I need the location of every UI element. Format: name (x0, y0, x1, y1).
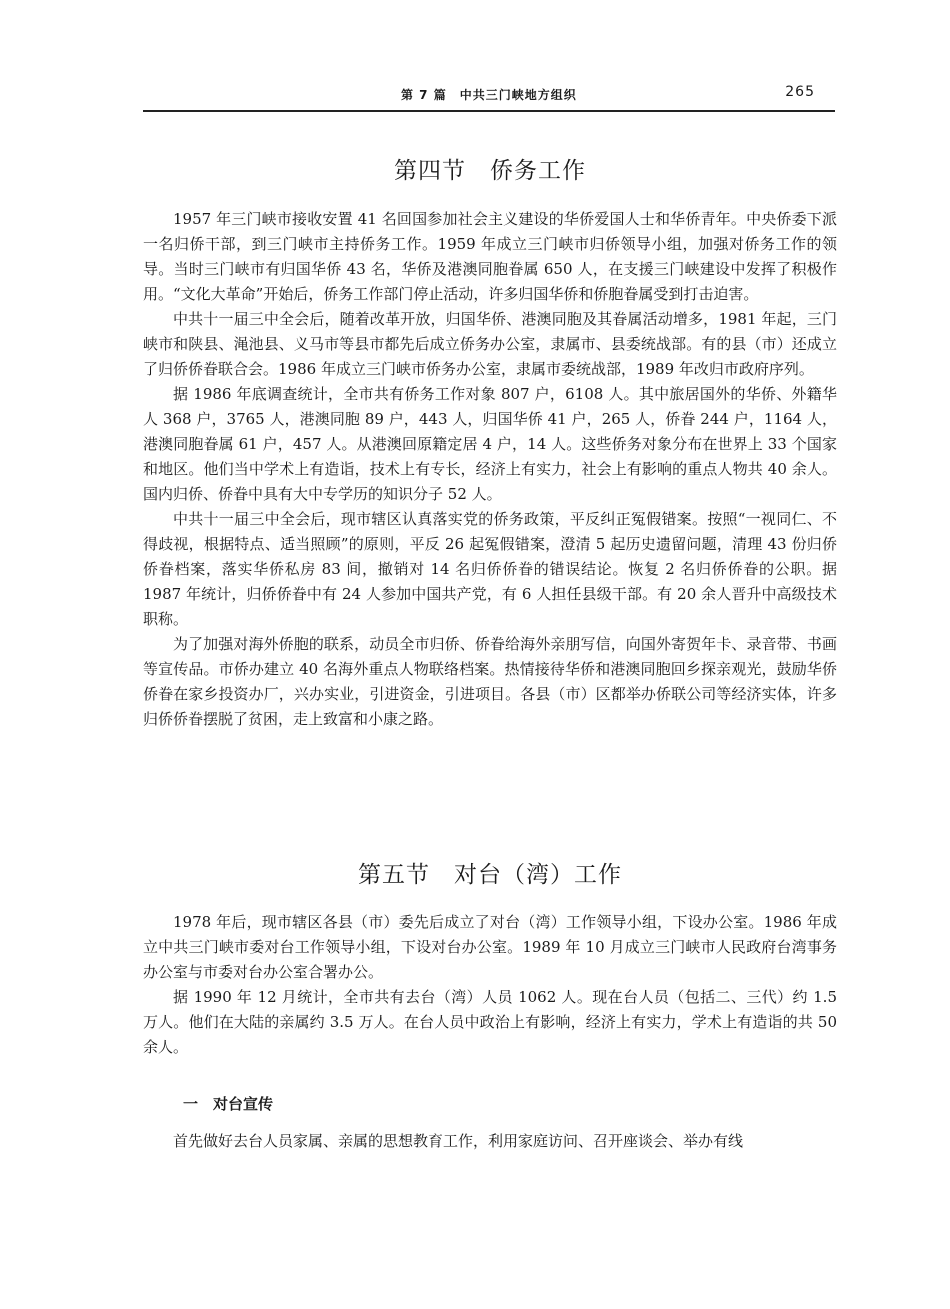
paragraph: 据 1986 年底调查统计，全市共有侨务工作对象 807 户，6108 人。其中旅居国外的华侨、外籍华人 368 户，3765 人，港澳同胞 89 户，443 人，归国华侨 41 户，265 人，侨眷 244 户，1164 人，港澳同胞眷属 61 户，457 人。从港澳回原籍定居 4 户，14 人。这些侨务对象分布在世界上 33 个国家和地区。他们当中学术上有造诣，技术上有专长，经济上有实力，社会上有影响的重点人物共 40 余人。国内归侨、侨眷中具有大中专学历的知识分子 52 人。 (143, 385, 837, 503)
section-5-title: 第五节 对台（湾）工作 (358, 862, 622, 888)
section-5-continued (143, 1129, 837, 1154)
paragraph: 为了加强对海外侨胞的联系，动员全市归侨、侨眷给海外亲朋写信，向国外寄贺年卡、录音带、书画等宣传品。市侨办建立 40 名海外重点人物联络档案。热情接待华侨和港澳同胞回乡探亲观光，鼓励华侨侨眷在家乡投资办厂，兴办实业，引进资金，引进项目。各县（市）区都举办侨联公司等经济实体，许多归侨侨眷摆脱了贫困，走上致富和小康之路。 (143, 635, 837, 728)
paragraph: 首先做好去台人员家属、亲属的思想教育工作，利用家庭访问、召开座谈会、举办有线 (173, 1132, 744, 1150)
paragraph: 1978 年后，现市辖区各县（市）委先后成立了对台（湾）工作领导小组，下设办公室。1986 年成立中共三门峡市委对台工作领导小组，下设对台办公室。1989 年 10 月成立三门峡市人民政府台湾事务办公室与市委对台办公室合署办公。 (143, 913, 837, 981)
paragraph: 据 1990 年 12 月统计，全市共有去台（湾）人员 1062 人。现在台人员（包括二、三代）约 1.5 万人。他们在大陆的亲属约 3.5 万人。在台人员中政治上有影响，经济上有实力，学术上有造诣的共 50 余人。 (143, 988, 837, 1056)
paragraph: 1957 年三门峡市接收安置 41 名回国参加社会主义建设的华侨爱国人士和华侨青年。中央侨委下派一名归侨干部，到三门峡市主持侨务工作。1959 年成立三门峡市归侨领导小组，加强对侨务工作的领导。当时三门峡市有归国华侨 43 名，华侨及港澳同胞眷属 650 人，在支援三门峡建设中发挥了积极作用。“文化大革命”开始后，侨务工作部门停止活动，许多归国华侨和侨胞眷属受到打击迫害。 (143, 210, 837, 303)
section-4-body (143, 207, 837, 732)
running-header (143, 86, 815, 106)
header-title: 第 7 篇 中共三门峡地方组织 (401, 88, 577, 102)
subheading: 一 对台宣传 (183, 1095, 274, 1113)
page-number: 265 (785, 84, 815, 100)
section-5-body (143, 910, 837, 1060)
paragraph: 中共十一届三中全会后，随着改革开放，归国华侨、港澳同胞及其眷属活动增多，1981 年起，三门峡市和陕县、渑池县、义马市等县市都先后成立侨务办公室，隶属市、县委统战部。有的县（市）还成立了归侨侨眷联合会。1986 年成立三门峡市侨务办公室，隶属市委统战部，1989 年改归市政府序列。 (143, 310, 837, 378)
header-rule (143, 110, 835, 112)
section-4-title: 第四节 侨务工作 (394, 158, 586, 184)
paragraph: 中共十一届三中全会后，现市辖区认真落实党的侨务政策，平反纠正冤假错案。按照“一视同仁、不得歧视，根据特点、适当照顾”的原则，平反 26 起冤假错案，澄清 5 起历史遗留问题，清理 43 份归侨侨眷档案，落实华侨私房 83 间，撤销对 14 名归侨侨眷的错误结论。恢复 2 名归侨侨眷的公职。据 1987 年统计，归侨侨眷中有 24 人参加中国共产党，有 6 人担任县级干部。有 20 余人晋升中高级技术职称。 (143, 510, 837, 628)
